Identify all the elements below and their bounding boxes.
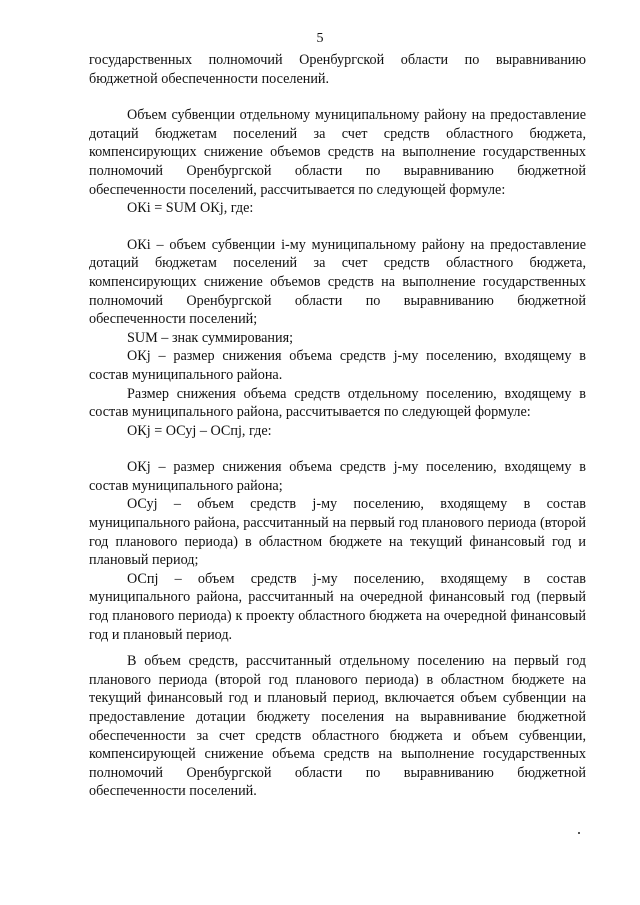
definition-osuj: ОСуj – объем средств j-му поселению, входящему в состав муниципального района, рассчитанный на первый год планового периода (второй год планового периода) в областном бюджете на текущий финансовый год и плановый период; [89, 496, 586, 569]
definition-sum: SUM – знак суммирования; [127, 329, 294, 346]
scan-speck [578, 832, 580, 834]
subvention-paragraph: Объем субвенции отдельному муниципальному району на предоставление дотаций бюджетам поселений за счет средств областного бюджета, компенсирующих снижение объемов средств на выполнение государственных полномочий Оренбургской области по выравниванию бюджетной обеспеченности поселений, рассчитывается по следующей формуле: [89, 107, 586, 198]
definition-ospj: ОСпj – объем средств j-му поселению, входящему в состав муниципального района, рассчитанный на очередной финансовый год (первый год планового периода) к проекту областного бюджета на очередной финансовый год и плановый период. [89, 570, 586, 643]
definition-okj: ОКj – размер снижения объема средств j-му поселению, входящему в состав муниципального района. [89, 348, 586, 383]
closing-paragraph: В объем средств, рассчитанный отдельному поселению на первый год планового периода (второй год планового периода) в областном бюджете на текущий финансовый год и плановый период, включается объем субвенции на предоставление дотации бюджету поселения на выравнивание бюджетной обеспеченности за счет средств областного бюджета и объем субвенции, компенсирующей снижение объема средств на выполнение государственных полномочий Оренбургской области по выравниванию бюджетной обеспеченности поселений. [89, 653, 586, 800]
continued-paragraph: государственных полномочий Оренбургской области по выравниванию бюджетной обеспеченности поселений. [89, 52, 586, 87]
page-number: 5 [316, 31, 324, 46]
formula-okj: ОКj = ОСуj – ОСпj, где: [127, 422, 272, 439]
definition-okj-2: ОКj – размер снижения объема средств j-му поселению, входящему в состав муниципального района; [89, 459, 586, 494]
reduction-paragraph: Размер снижения объема средств отдельному поселению, входящему в состав муниципального района, рассчитывается по следующей формуле: [89, 385, 586, 421]
document-body [89, 51, 586, 801]
formula-oki: ОКi = SUM ОКj, где: [127, 200, 254, 217]
definition-oki: ОКi – объем субвенции i-му муниципальному району на предоставление дотаций бюджетам поселений за счет средств областного бюджета, компенсирующих снижение объемов средств на выполнение государственных полномочий Оренбургской области по выравниванию бюджетной обеспеченности поселений; [89, 236, 586, 328]
